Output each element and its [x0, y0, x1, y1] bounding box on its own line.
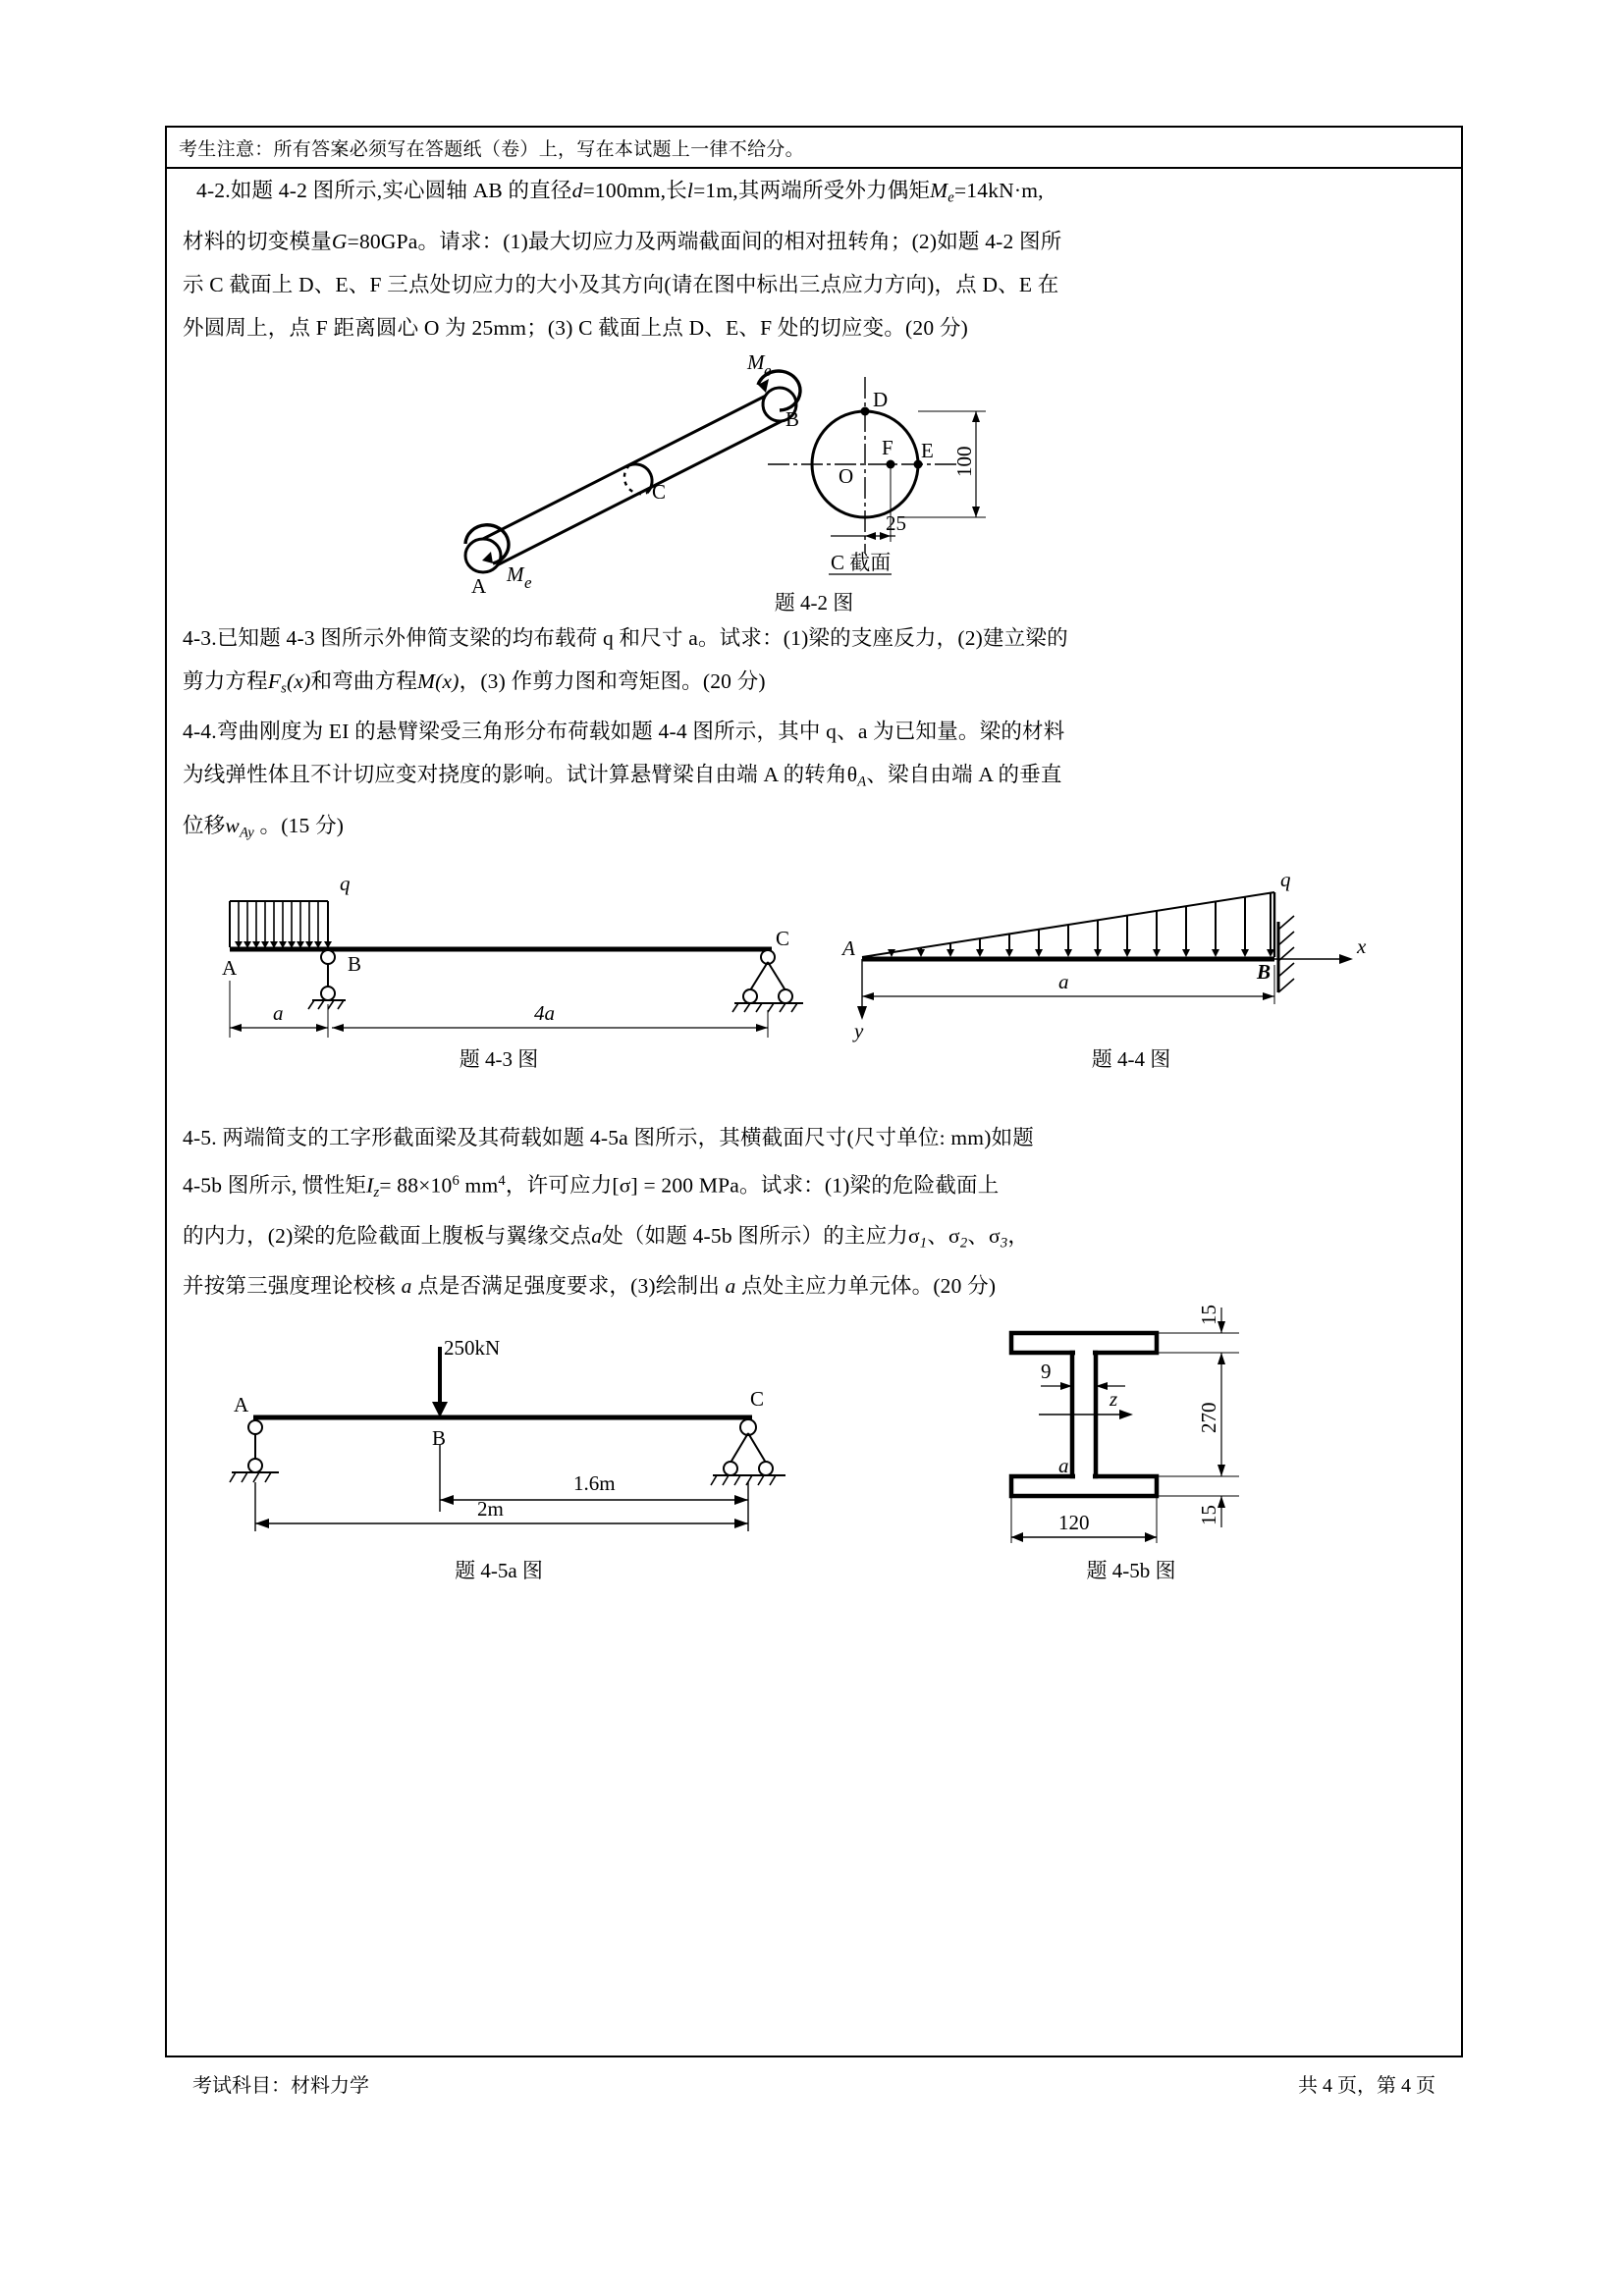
p43-l2-b: (x) — [287, 668, 311, 693]
p44-var-w: w — [225, 814, 240, 838]
p45-sigma1: σ — [908, 1223, 920, 1248]
p45-l4-b: 点是否满足强度要求，(3)绘制出 — [417, 1274, 720, 1299]
p45-sigma2: σ — [948, 1223, 960, 1248]
figure-4-4-caption: 题 4-4 图 — [1091, 1046, 1171, 1071]
figure-4-5a-caption: 题 4-5a 图 — [455, 1559, 543, 1583]
label-E: E — [921, 438, 934, 462]
p42-var-M-sub: e — [947, 189, 954, 206]
label-z: z — [1110, 1387, 1118, 1412]
label-B: B — [432, 1426, 447, 1451]
p45-l2-exp2: 4 — [498, 1172, 506, 1189]
problem-4-4-line-3 — [183, 804, 1445, 855]
figure-4-2 — [183, 349, 1445, 598]
p42-l2-a: 材料的切变模量 — [183, 229, 332, 253]
p43-l2-d: (x) — [435, 668, 460, 693]
problem-4-5 — [183, 1116, 1445, 1308]
label-Me-top-sub: e — [764, 360, 772, 380]
problem-4-4-line-1: 4-4.弯曲刚度为 EI 的悬臂梁受三角形分布荷载如题 4-4 图所示，其中 q、a 为已知量。梁的材料 — [183, 720, 1065, 744]
p45-point-a-2: a — [401, 1274, 412, 1299]
p43-l2-a: 剪力方程 — [183, 668, 268, 693]
dim-a: a — [273, 1000, 284, 1025]
dim-diameter: 100 — [952, 446, 976, 477]
problem-4-3-line-1: 4-3.已知题 4-3 图所示外伸简支梁的均布载荷 q 和尺寸 a。试求：(1)梁的支座反力，(2)建立梁的 — [183, 625, 1068, 650]
p43-l2-c: 和弯曲方程 — [310, 668, 418, 693]
p45-sigma1-sub: 1 — [919, 1235, 928, 1252]
p44-var-w-sub: Ay — [239, 825, 254, 841]
p43-var-M: M — [417, 668, 436, 693]
figure-4-5a — [183, 1308, 815, 1553]
label-F: F — [882, 435, 893, 459]
label-A: A — [471, 573, 487, 598]
label-A: A — [222, 955, 238, 980]
problem-4-3 — [183, 616, 1445, 711]
p45-allow-stress: [σ] = 200 MPa — [612, 1172, 740, 1197]
figure-4-3-col — [183, 855, 815, 1073]
p43-l2-e: ，(3) 作剪力图和弯矩图。(20 分) — [459, 668, 766, 693]
label-D: D — [873, 387, 889, 411]
p42-l1-e: =14kN·m, — [953, 179, 1044, 202]
p45-point-a-1: a — [591, 1223, 603, 1248]
p42-var-l: l — [686, 179, 694, 202]
dim-bottom-flange: 15 — [1197, 1505, 1220, 1526]
label-x: x — [1357, 934, 1367, 958]
p45-sigma3: σ — [989, 1223, 1001, 1248]
p45-l3-c: 、 — [927, 1223, 949, 1248]
figure-4-5a-col — [183, 1308, 815, 1584]
spacer — [183, 1073, 1445, 1116]
p45-l4-a: 并按第三强度理论校核 — [183, 1274, 397, 1299]
p43-var-F: F — [267, 668, 282, 693]
p45-var-I-sub: z — [373, 1184, 380, 1201]
dim-web: 9 — [1041, 1360, 1052, 1384]
problem-4-2 — [183, 169, 1445, 616]
problem-4-2-line-3: 示 C 截面上 D、E、F 三点处切应力的大小及其方向(请在图中标出三点应力方向)，点 D、E 在 — [183, 272, 1059, 296]
p45-l3-d: 、 — [967, 1223, 990, 1248]
p44-l3-a: 位移 — [183, 814, 226, 838]
p44-l2-a: 为线弹性体且不计切应变对挠度的影响。试计算悬臂梁自由端 A 的转角 — [183, 763, 847, 787]
label-point-a: a — [1058, 1454, 1069, 1478]
p45-l3-e: ， — [1007, 1223, 1030, 1248]
problem-4-2-line-1 — [183, 169, 1445, 220]
figure-4-3 — [183, 855, 815, 1041]
problem-4-4 — [183, 710, 1445, 854]
label-Me-top: M — [747, 349, 765, 374]
p45-l3-a: 的内力，(2)梁的危险截面上腹板与翼缘交点 — [183, 1223, 592, 1248]
p44-var-theta-sub: A — [857, 774, 867, 791]
label-A: A — [234, 1393, 249, 1417]
figure-4-5b-col — [815, 1305, 1447, 1584]
dim-top-flange: 15 — [1197, 1305, 1220, 1326]
footer-pages: 共 4 页，第 4 页 — [1298, 2075, 1435, 2097]
dim-2m: 2m — [477, 1497, 504, 1522]
label-Me-bottom: M — [507, 561, 524, 586]
dim-a: a — [1058, 969, 1069, 993]
p42-l1-a: 4-2.如题 4-2 图所示,实心圆轴 AB 的直径 — [196, 179, 572, 202]
problem-4-2-line-4: 外圆周上，点 F 距离圆心 O 为 25mm；(3) C 截面上点 D、E、F 处的切应变。(20 分) — [183, 315, 968, 340]
figure-4-5b — [815, 1305, 1447, 1553]
p45-l2-b: = 88×10 — [379, 1172, 453, 1197]
figure-4-2-caption: 题 4-2 图 — [774, 590, 854, 614]
p44-l3-b: 。(15 分) — [259, 814, 345, 838]
p45-var-I: I — [366, 1172, 374, 1197]
point-D — [861, 406, 870, 415]
dim-16m: 1.6m — [573, 1471, 616, 1496]
p42-var-M: M — [930, 179, 948, 202]
label-load: 250kN — [444, 1336, 501, 1361]
p45-l3-b: 处（如题 4-5b 图所示）的主应力 — [602, 1223, 908, 1248]
problem-4-4-line-2 — [183, 753, 1445, 804]
shaft-body — [465, 386, 800, 571]
dim-offset: 25 — [886, 510, 906, 535]
p45-l4-c: 点处主应力单元体。(20 分) — [741, 1274, 997, 1299]
figure-4-4 — [815, 855, 1447, 1041]
p42-var-G: G — [331, 229, 348, 253]
figure-4-5b-caption: 题 4-5b 图 — [1086, 1559, 1176, 1583]
label-q: q — [1280, 867, 1291, 891]
p45-sigma2-sub: 2 — [959, 1235, 968, 1252]
figures-45-row — [183, 1305, 1445, 1584]
footer-subject: 考试科目：材料力学 — [192, 2075, 369, 2097]
cross-section-c — [768, 377, 986, 574]
label-B: B — [1257, 959, 1272, 984]
label-B: B — [348, 951, 362, 976]
figures-43-44-row — [183, 855, 1445, 1073]
p44-var-theta: θ — [846, 763, 858, 787]
p44-l2-b: 、梁自由端 A 的垂直 — [866, 763, 1062, 787]
problem-4-3-line-2 — [183, 660, 1445, 711]
problem-4-5-line-4 — [183, 1264, 1445, 1308]
page-frame — [165, 126, 1463, 2057]
p45-sigma3-sub: 3 — [1000, 1235, 1008, 1252]
problem-4-5-line-1: 4-5. 两端简支的工字形截面梁及其荷载如题 4-5a 图所示，其横截面尺寸(尺寸单位: mm)如题 — [183, 1125, 1034, 1149]
label-q: q — [340, 871, 351, 895]
p45-l2-a: 4-5b 图所示, 惯性矩 — [183, 1172, 367, 1197]
p45-l2-exp: 6 — [452, 1172, 460, 1189]
label-C: C — [652, 479, 667, 504]
label-B: B — [785, 406, 800, 431]
p42-l1-b: =100mm,长 — [582, 179, 687, 202]
figure-4-4-col — [815, 855, 1447, 1073]
problem-4-5-line-2 — [183, 1159, 1445, 1214]
figure-4-3-caption: 题 4-3 图 — [459, 1046, 539, 1071]
problem-4-2-line-2 — [183, 220, 1445, 263]
dim-width: 120 — [1058, 1511, 1090, 1535]
candidate-notice — [167, 128, 1461, 169]
label-C: C — [750, 1387, 765, 1412]
p45-l2-d: ，许可应力 — [505, 1172, 613, 1197]
page-footer — [165, 2069, 1463, 2098]
p45-point-a-3: a — [725, 1274, 736, 1299]
label-A: A — [842, 935, 855, 960]
section-caption: C 截面 — [831, 550, 892, 574]
p42-l1-c: =1m,其两端所受外力偶矩 — [693, 179, 931, 202]
p42-l2-b: =80GPa。请求：(1)最大切应力及两端截面间的相对扭转角；(2)如题 4-2 图所 — [347, 229, 1062, 253]
problem-4-5-line-3 — [183, 1214, 1445, 1265]
label-y: y — [854, 1018, 864, 1042]
label-Me-bottom-sub: e — [524, 572, 532, 592]
p43-var-F-sub: s — [281, 680, 288, 697]
dim-4a: 4a — [534, 1000, 555, 1025]
label-C: C — [776, 926, 790, 950]
dim-height: 270 — [1197, 1402, 1220, 1434]
content-area — [167, 169, 1461, 1584]
p42-var-d: d — [571, 179, 583, 202]
p45-l2-e: 。试求：(1)梁的危险截面上 — [739, 1172, 1000, 1197]
label-O: O — [839, 463, 854, 488]
candidate-notice-text: 考生注意：所有答案必须写在答题纸（卷）上，写在本试题上一律不给分。 — [179, 138, 804, 160]
p45-l2-c: mm — [459, 1172, 499, 1197]
